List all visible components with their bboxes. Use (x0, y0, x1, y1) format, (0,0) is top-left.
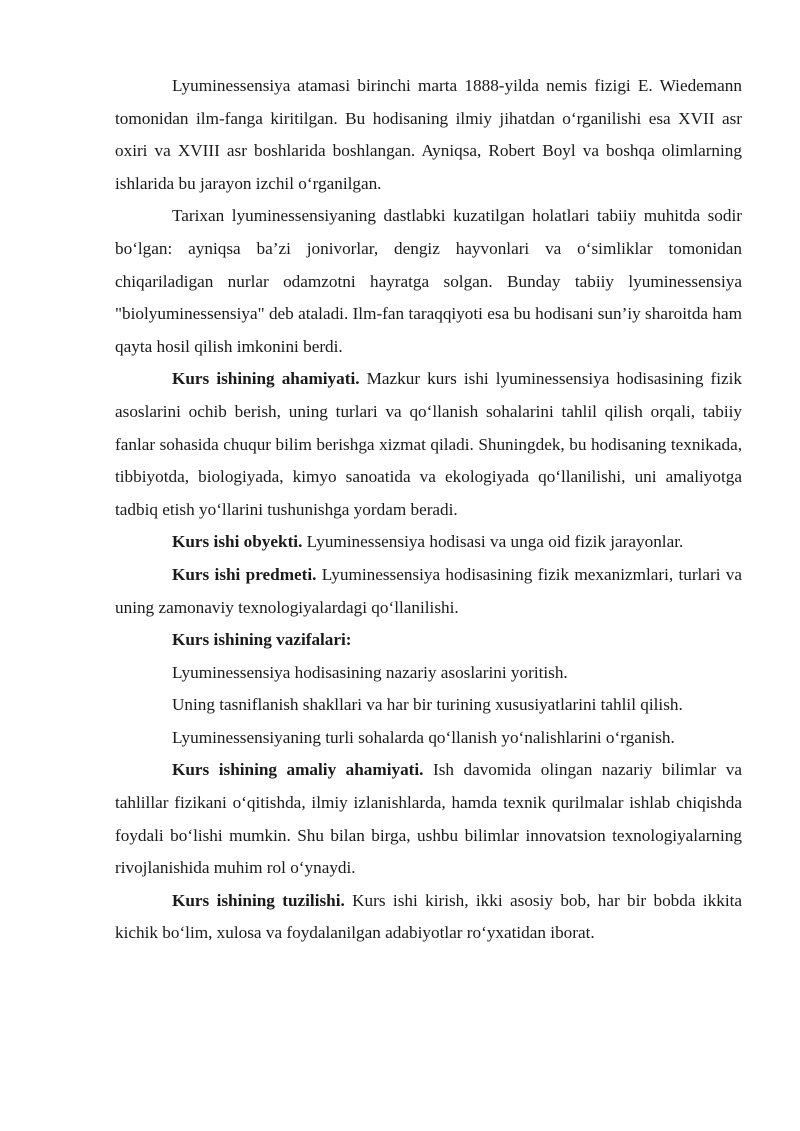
task-item (115, 689, 742, 722)
paragraph-text: Kurs ishi kirish, ikki asosiy bob, har bir bobda ikkita kichik bo‘lim, xulosa va foydalanilgan adabiyotlar ro‘yxatidan iborat. (115, 890, 742, 943)
paragraph-tasks-heading (115, 624, 742, 657)
paragraph-heading: Kurs ishining ahamiyati. (172, 369, 360, 389)
paragraph-heading: Kurs ishining tuzilishi. (172, 890, 345, 910)
paragraph-object (115, 526, 742, 559)
paragraph-bioluminescence (115, 200, 742, 363)
paragraph-subject (115, 559, 742, 624)
task-item (115, 722, 742, 755)
paragraph-heading: Kurs ishining amaliy ahamiyati. (172, 760, 424, 780)
paragraph-heading: Kurs ishi obyekti. (172, 532, 303, 552)
paragraph-structure (115, 885, 742, 950)
task-item (115, 657, 742, 690)
paragraph-heading: Kurs ishi predmeti. (172, 564, 317, 584)
paragraph-text: Lyuminessensiya atamasi birinchi marta 1888-yilda nemis fizigi E. Wiedemann tomonidan ilm-fanga kiritilgan. Bu hodisaning ilmiy jihatdan o‘rganilishi esa XVII asr oxiri va XVIII asr boshlarida boshlangan. Ayniqsa, Robert Boyl va boshqa olimlarning ishlarida bu jarayon izchil o‘rganilgan. (115, 76, 742, 193)
paragraph-text: Uning tasniflanish shakllari va har bir turining xususiyatlarini tahlil qilish. (172, 695, 683, 715)
paragraph-heading: Kurs ishining vazifalari: (172, 630, 352, 650)
paragraph-text: Lyuminessensiyaning turli sohalarda qo‘llanish yo‘nalishlarini o‘rganish. (172, 727, 675, 747)
document-page (115, 70, 742, 950)
paragraph-history (115, 70, 742, 200)
paragraph-text: Lyuminessensiya hodisasining nazariy asoslarini yoritish. (172, 662, 568, 682)
paragraph-text: Ish davomida olingan nazariy bilimlar va tahlillar fizikani o‘qitishda, ilmiy izlanishlarda, hamda texnik qurilmalar ishlab chiqishda foydali bo‘lishi mumkin. Shu bilan birga, ushbu bilimlar innovatsion texnologiyalarning rivojlanishida muhim rol o‘ynaydi. (115, 760, 742, 878)
paragraph-text: Lyuminessensiya hodisasining fizik mexanizmlari, turlari va uning zamonaviy texnologiyalardagi qo‘llanilishi. (115, 564, 742, 617)
paragraph-text: Mazkur kurs ishi lyuminessensiya hodisasining fizik asoslarini ochib berish, uning turlari va qo‘llanish sohalarini tahlil qilish orqali, tabiiy fanlar sohasida chuqur bilim berishga xizmat qiladi. Shuningdek, bu hodisaning texnikada, tibbiyotda, biologiyada, kimyo sanoatida va ekologiyada qo‘llanilishi, uni amaliyotga tadbiq etish yo‘llarini tushunishga yordam beradi. (115, 369, 742, 519)
paragraph-practical-importance (115, 754, 742, 884)
paragraph-text: Tarixan lyuminessensiyaning dastlabki kuzatilgan holatlari tabiiy muhitda sodir bo‘lgan: ayniqsa ba’zi jonivorlar, dengiz hayvonlari va o‘simliklar tomonidan chiqariladigan nurlar odamzotni hayratga solgan. Bunday tabiiy lyuminessensiya "biolyuminessensiya" deb ataladi. Ilm-fan taraqqiyoti esa bu hodisani sun’iy sharoitda ham qayta hosil qilish imkonini berdi. (115, 206, 742, 356)
paragraph-importance (115, 363, 742, 526)
paragraph-text: Lyuminessensiya hodisasi va unga oid fizik jarayonlar. (302, 532, 684, 552)
